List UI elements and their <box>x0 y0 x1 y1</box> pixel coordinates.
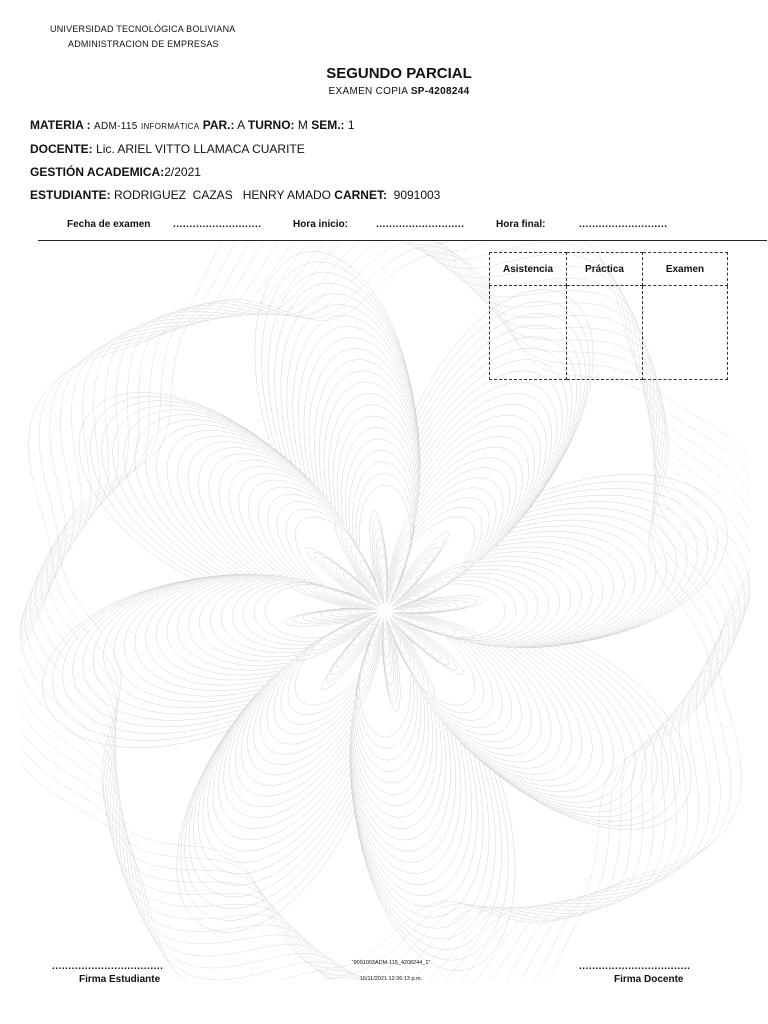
materia-name: INFORMÁTICA <box>140 122 200 131</box>
grades-table <box>489 252 728 380</box>
practica-cell <box>567 286 643 380</box>
file-identifier: "9091003ADM-115_4208244_1" <box>351 960 431 966</box>
materia-line <box>30 118 355 132</box>
firma-estudiante-line: .................................. <box>52 961 164 972</box>
hora-final-label: Hora final: <box>496 219 546 230</box>
university-name: UNIVERSIDAD TECNOLÓGICA BOLIVIANA <box>50 24 236 34</box>
header-divider <box>38 240 767 241</box>
par-label: PAR.: <box>202 118 235 132</box>
turno-value: M <box>297 118 308 132</box>
firma-docente-label: Firma Docente <box>614 974 684 985</box>
firma-estudiante-label: Firma Estudiante <box>79 974 161 985</box>
exam-code: SP-4208244 <box>410 86 470 97</box>
practica-header: Práctica <box>567 253 643 286</box>
sem-value: 1 <box>347 118 355 132</box>
estudiante-value: RODRIGUEZ CAZAS HENRY AMADO <box>114 188 331 202</box>
gestion-value: 2/2021 <box>164 165 201 179</box>
hora-inicio-dots: ........................... <box>376 219 465 230</box>
estudiante-label: ESTUDIANTE: <box>30 188 111 202</box>
asistencia-cell <box>490 286 567 380</box>
gestion-label: GESTIÓN ACADEMICA: <box>30 165 165 179</box>
hora-inicio-label: Hora inicio: <box>293 219 349 230</box>
par-value: A <box>237 118 245 132</box>
firma-docente-line: .................................. <box>579 961 691 972</box>
faculty-name: ADMINISTRACION DE EMPRESAS <box>68 39 219 49</box>
docente-value: Lic. ARIEL VITTO LLAMACA CUARITE <box>96 142 305 156</box>
carnet-value: 9091003 <box>393 188 441 202</box>
asistencia-header: Asistencia <box>490 253 567 286</box>
gestion-line <box>30 165 201 179</box>
docente-label: DOCENTE: <box>30 142 93 156</box>
fecha-label: Fecha de examen <box>67 219 151 230</box>
turno-label: TURNO: <box>247 118 295 132</box>
hora-final-dots: ........................... <box>579 219 668 230</box>
estudiante-line <box>30 188 440 202</box>
materia-code: ADM-115 <box>94 121 138 132</box>
document-subtitle <box>15 86 768 97</box>
materia-label: MATERIA : <box>30 118 91 132</box>
sem-label: SEM.: <box>311 118 345 132</box>
examen-cell <box>643 286 728 380</box>
print-timestamp: 16/11/2021 12:36:13 p.m. <box>359 976 423 982</box>
subtitle-prefix: EXAMEN COPIA <box>328 86 408 97</box>
examen-header: Examen <box>643 253 728 286</box>
fecha-dots: ........................... <box>173 219 262 230</box>
docente-line <box>30 142 305 156</box>
carnet-label: CARNET: <box>334 188 387 202</box>
document-title: SEGUNDO PARCIAL <box>326 65 472 82</box>
